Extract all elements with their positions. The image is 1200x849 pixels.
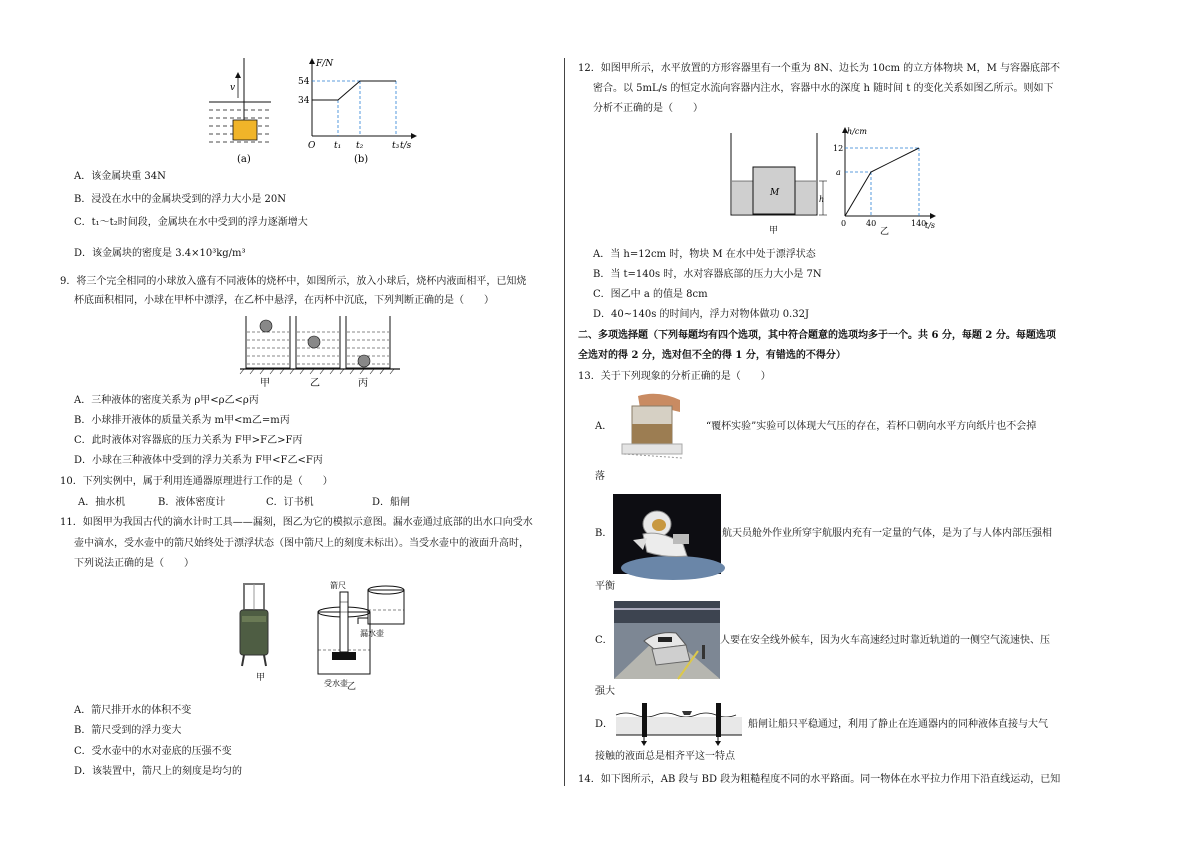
q8-option-d: D．该金属块的密度是 3.4×10³kg/m³ <box>74 248 246 259</box>
fig12-yi-graph <box>833 124 945 236</box>
ball-bing <box>358 355 370 367</box>
q14-stem: 14．如下图所示，AB 段与 BD 段为粗糙程度不同的水平路面。同一物体在水平拉力作用下沿直线运动，已知 <box>578 774 1061 785</box>
fig11-shoushuihu: 受水壶 <box>324 679 348 688</box>
fig12-jia-container <box>727 133 837 238</box>
q10-stem: 10．下列实例中，属于利用连通器原理进行工作的是（ ） <box>60 476 333 487</box>
fig8b-caption: (b) <box>354 154 369 165</box>
q8-option-c: C．t₁～t₂时间段，金属块在水中受到的浮力逐渐增大 <box>74 217 308 228</box>
q13-a-cup-photo <box>618 390 688 462</box>
fig8b-t2: t₂ <box>356 141 364 151</box>
q12-stem-line3: 分析不正确的是（ ） <box>593 103 703 114</box>
fig8b-t3: t₃ <box>392 141 400 151</box>
q11-option-a: A．箭尺排开水的体积不变 <box>74 705 192 716</box>
fig8b-t1: t₁ <box>334 141 342 151</box>
q11-stem-line2: 壶中滴水，受水壶中的箭尺始终处于漂浮状态（图中箭尺上的刻度未标出）。当受水壶中的液面升高时， <box>74 538 529 549</box>
fig11-loushuihu: 漏水壶 <box>360 629 384 638</box>
fig12-y-axis: h/cm <box>847 127 867 136</box>
fig12-x-axis: t/s <box>925 221 936 230</box>
q13-b-text-line1: 航天员舱外作业所穿宇航服内充有一定量的气体，是为了与人体内部压强相 <box>722 528 1052 539</box>
fig11-yi-diagram <box>310 580 420 690</box>
fig12-M: M <box>770 188 780 198</box>
fig8b-origin: O <box>308 141 316 151</box>
fig8b-x-axis: t/s <box>400 141 412 151</box>
q11-option-b: B．箭尺受到的浮力变大 <box>74 725 182 736</box>
fig9-yi: 乙 <box>310 378 320 389</box>
q8-option-b: B．浸没在水中的金属块受到的浮力大小是 20N <box>74 194 287 205</box>
q12-option-c: C．图乙中 a 的值是 8cm <box>593 289 708 300</box>
fig9-beakers <box>240 314 402 390</box>
fig11-jianchi: 箭尺 <box>330 581 346 590</box>
q13-b-label: B． <box>595 528 613 539</box>
q13-a-label: A． <box>595 421 613 432</box>
q13-b-astronaut-photo <box>613 494 721 574</box>
q11-option-d: D．该装置中，箭尺上的刻度是均匀的 <box>74 766 243 777</box>
q13-stem: 13．关于下列现象的分析正确的是（ ） <box>578 371 771 382</box>
q13-c-label: C． <box>595 635 613 646</box>
q9-stem-line1: 9．将三个完全相同的小球放入盛有不同液体的烧杯中，如图所示，放入小球后，烧杯内液面相平，已知烧 <box>60 276 527 287</box>
q12-stem-line1: 12．如图甲所示，水平放置的方形容器里有一个重为 8N、边长为 10cm 的立方体物块 M，M 与容器底部不 <box>578 63 1061 74</box>
fig12-x140: 140 <box>911 219 927 228</box>
ball-yi <box>308 336 320 348</box>
q13-c-text-line2: 强大 <box>595 686 615 697</box>
fig12-yi: 乙 <box>880 227 890 237</box>
fig11-yi-caption: 乙 <box>347 682 357 692</box>
q12-stem-line2: 密合。以 5mL/s 的恒定水流向容器内注水，容器中水的深度 h 随时间 t 的变化关系如图乙所示。则如下 <box>593 83 1054 94</box>
q11-stem-line1: 11．如图甲为我国古代的滴水计时工具——漏刻，图乙为它的模拟示意图。漏水壶通过底部的出水口向受水 <box>60 517 533 528</box>
ball-jia <box>260 320 272 332</box>
fig12-x0: 0 <box>841 219 847 228</box>
q12-option-a: A．当 h=12cm 时，物块 M 在水中处于漂浮状态 <box>593 249 816 260</box>
fig8a-diagram <box>205 58 275 168</box>
q11-stem-line3: 下列说法正确的是（ ） <box>74 558 194 569</box>
fig9-jia: 甲 <box>260 378 270 389</box>
q9-option-b: B．小球排开液体的质量关系为 m甲<m乙=m丙 <box>74 415 290 426</box>
velocity-label: v <box>230 83 236 93</box>
q9-option-c: C．此时液体对容器底的压力关系为 F甲>F乙>F丙 <box>74 435 303 446</box>
q13-c-train-photo <box>614 601 720 679</box>
fig8b-y34: 34 <box>298 96 310 106</box>
q13-a-text-line2: 落 <box>595 471 605 482</box>
fig9-bing: 丙 <box>358 378 368 389</box>
q9-option-a: A．三种液体的密度关系为 ρ甲<ρ乙<ρ丙 <box>74 395 259 406</box>
q13-d-text-line1: 船闸让船只平稳通过，利用了静止在连通器内的同种液体直接与大气 <box>748 719 1048 730</box>
q9-stem-line2: 杯底面积相同，小球在甲杯中漂浮，在乙杯中悬浮，在丙杯中沉底，下列判断正确的是（ ） <box>74 295 494 306</box>
q13-d-text-line2: 接触的液面总是相齐平这一特点 <box>595 751 735 762</box>
fig12-ya: a <box>836 168 841 177</box>
fig8b-y54: 54 <box>298 77 310 87</box>
fig8b-graph <box>296 56 426 168</box>
fig12-jia: 甲 <box>769 226 779 236</box>
column-divider <box>564 58 565 786</box>
q9-option-d: D．小球在三种液体中受到的浮力关系为 F甲<F乙<F丙 <box>74 455 323 466</box>
fig8a-caption: (a) <box>237 154 251 165</box>
fig12-h: h <box>819 195 825 204</box>
q10-option-c: C．订书机 <box>266 497 314 508</box>
q12-option-b: B．当 t=140s 时，水对容器底部的压力大小是 7N <box>593 269 822 280</box>
q13-a-text-line1: “覆杯实验”实验可以体现大气压的存在，若杯口朝向水平方向纸片也不会掉 <box>706 421 1037 432</box>
fig12-x40: 40 <box>866 219 877 228</box>
fig11-jia: 甲 <box>256 673 266 683</box>
q13-d-shiplock-diagram <box>612 697 752 747</box>
fig11-jia-loukou-photo <box>232 580 282 683</box>
q13-d-label: D． <box>595 719 614 730</box>
section2-heading-line1: 二、多项选择题（下列每题均有四个选项，其中符合题意的选项均多于一个。共 6 分，每题 2 分。每题选项 <box>578 330 1056 341</box>
metal-block <box>233 120 257 140</box>
q10-option-d: D．船闸 <box>372 497 411 508</box>
q13-b-text-line2: 平衡 <box>595 581 615 592</box>
q12-option-d: D．40~140s 的时间内，浮力对物体做功 0.32J <box>593 309 809 320</box>
q11-option-c: C．受水壶中的水对壶底的压强不变 <box>74 746 232 757</box>
fig8b-y-axis: F/N <box>316 59 334 69</box>
q13-c-text-line1: 人要在安全线外候车，因为火车高速经过时靠近轨道的一侧空气流速快、压 <box>720 635 1050 646</box>
section2-heading-line2: 全选对的得 2 分，选对但不全的得 1 分，有错选的不得分） <box>578 350 846 361</box>
q10-option-b: B．液体密度计 <box>158 497 226 508</box>
q10-option-a: A．抽水机 <box>78 497 126 508</box>
q8-option-a: A．该金属块重 34N <box>74 171 166 182</box>
fig12-y12: 12 <box>833 144 844 153</box>
